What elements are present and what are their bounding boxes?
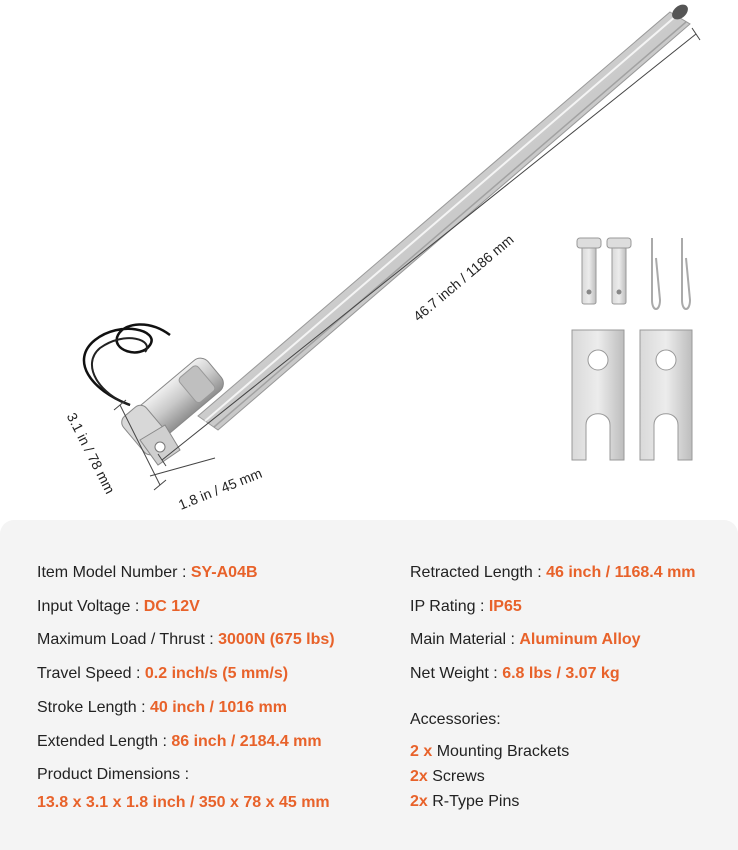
spec-ip-rating: IP Rating : IP65 xyxy=(410,598,522,615)
accessory-item: 2x R-Type Pins xyxy=(410,793,520,810)
spec-product-dimensions-value: 13.8 x 3.1 x 1.8 inch / 350 x 78 x 45 mm xyxy=(37,794,330,811)
r-type-pins xyxy=(652,238,690,309)
length-dimension-label: 46.7 inch / 1186 mm xyxy=(410,231,517,325)
width-dimension-label: 1.8 in / 45 mm xyxy=(176,464,265,513)
accessory-item: 2x Screws xyxy=(410,768,485,785)
spec-panel xyxy=(0,520,738,850)
accessories-title: Accessories: xyxy=(410,711,501,728)
spec-stroke-length: Stroke Length : 40 inch / 1016 mm xyxy=(37,699,287,716)
mounting-bracket-right xyxy=(640,330,692,460)
accessory-item: 2 x Mounting Brackets xyxy=(410,743,570,760)
height-dimension-label: 3.1 in / 78 mm xyxy=(63,410,119,497)
mounting-bracket-left xyxy=(572,330,624,460)
spec-retracted-length: Retracted Length : 46 inch / 1168.4 mm xyxy=(410,564,696,581)
spec-net-weight: Net Weight : 6.8 lbs / 3.07 kg xyxy=(410,665,620,682)
spec-model: Item Model Number : SY-A04B xyxy=(37,564,258,581)
spec-input-voltage: Input Voltage : DC 12V xyxy=(37,598,200,615)
spec-extended-length: Extended Length : 86 inch / 2184.4 mm xyxy=(37,733,322,750)
spec-max-load: Maximum Load / Thrust : 3000N (675 lbs) xyxy=(37,631,335,648)
mounting-screws xyxy=(577,238,631,304)
spec-product-dimensions-label: Product Dimensions : xyxy=(37,766,190,783)
spec-travel-speed: Travel Speed : 0.2 inch/s (5 mm/s) xyxy=(37,665,289,682)
spec-main-material: Main Material : Aluminum Alloy xyxy=(410,631,641,648)
